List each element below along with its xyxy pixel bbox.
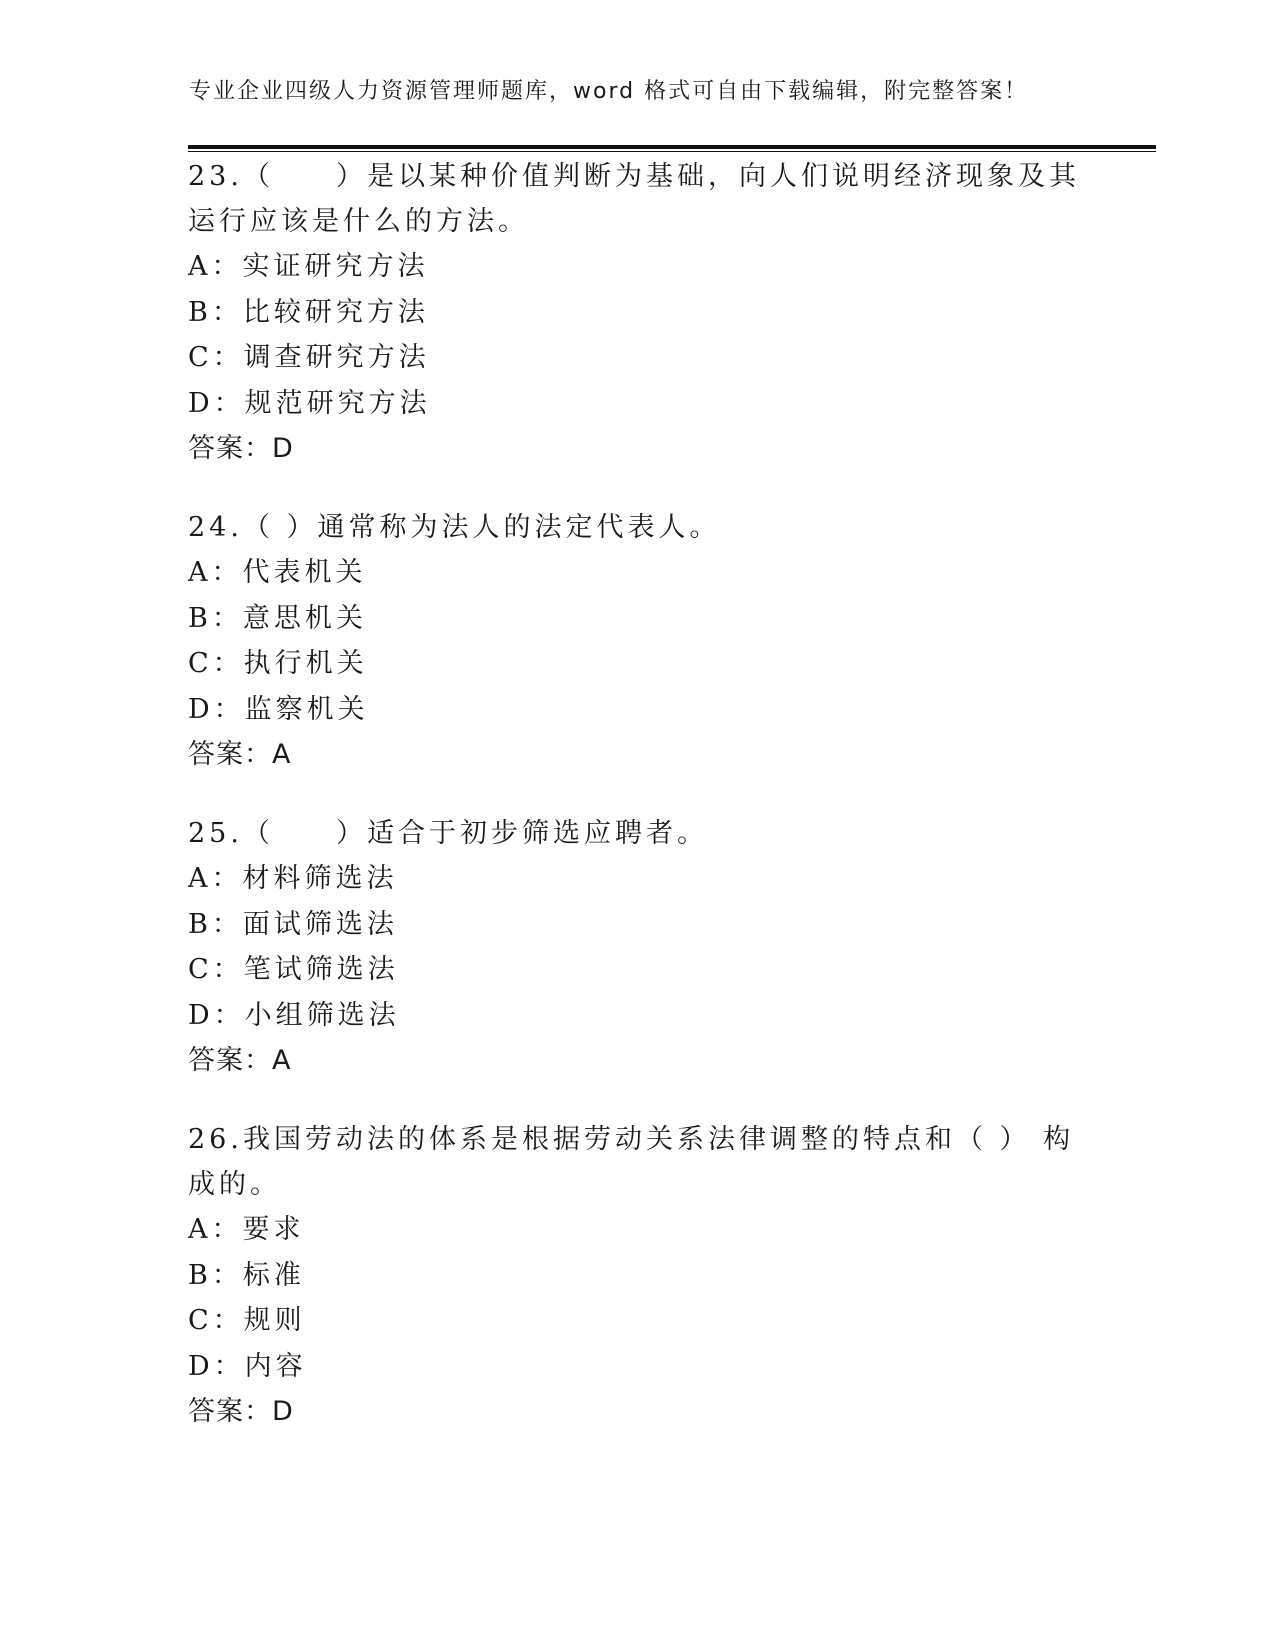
header-divider-thin bbox=[188, 151, 1156, 152]
option-c: C：笔试筛选法 bbox=[188, 954, 399, 985]
answer-line: 答案：A bbox=[188, 1045, 292, 1076]
question-stem: 23.（ ）是以某种价值判断为基础，向人们说明经济现象及其运行应该是什么的方法。 bbox=[188, 161, 1080, 237]
option-c: C：执行机关 bbox=[188, 648, 368, 679]
question-stem: 26.我国劳动法的体系是根据劳动关系法律调整的特点和（ ） 构成的。 bbox=[188, 1124, 1075, 1200]
option-c: C：规则 bbox=[188, 1305, 306, 1336]
option-a: A：要求 bbox=[188, 1214, 305, 1245]
question-list bbox=[188, 154, 1088, 1468]
option-a: A：材料筛选法 bbox=[188, 863, 398, 894]
page-header: 专业企业四级人力资源管理师题库，word 格式可自由下载编辑，附完整答案！ bbox=[189, 79, 1029, 104]
option-d: D：内容 bbox=[188, 1350, 307, 1382]
answer-line: 答案：A bbox=[188, 739, 292, 770]
question-25 bbox=[188, 811, 1088, 1084]
question-stem: 25.（ ）适合于初步筛选应聘者。 bbox=[188, 818, 708, 849]
answer-line: 答案：D bbox=[188, 1396, 294, 1427]
question-24 bbox=[188, 505, 1088, 778]
option-c: C：调查研究方法 bbox=[188, 342, 430, 373]
option-a: A：实证研究方法 bbox=[188, 251, 429, 282]
option-b: B：标准 bbox=[188, 1259, 305, 1291]
option-a: A：代表机关 bbox=[188, 557, 367, 588]
question-23 bbox=[188, 154, 1088, 472]
question-26 bbox=[188, 1117, 1088, 1435]
option-d: D：小组筛选法 bbox=[188, 999, 400, 1031]
option-d: D：监察机关 bbox=[188, 693, 369, 725]
option-d: D：规范研究方法 bbox=[188, 387, 431, 419]
header-divider-thick bbox=[188, 145, 1156, 149]
option-b: B：意思机关 bbox=[188, 602, 367, 634]
option-b: B：比较研究方法 bbox=[188, 296, 429, 328]
question-stem: 24.（ ）通常称为法人的法定代表人。 bbox=[188, 512, 721, 543]
answer-line: 答案：D bbox=[188, 433, 294, 464]
option-b: B：面试筛选法 bbox=[188, 908, 398, 940]
